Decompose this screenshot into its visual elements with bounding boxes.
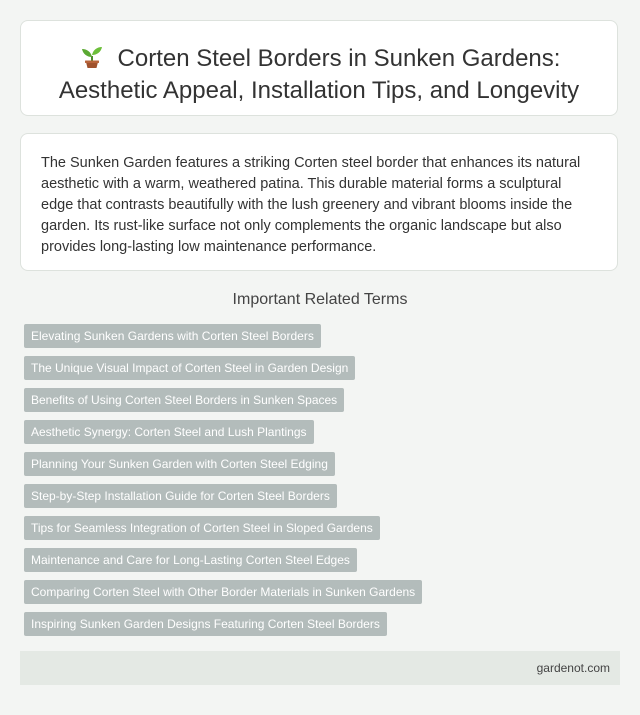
related-terms-list bbox=[24, 324, 624, 644]
related-term-link[interactable]: Tips for Seamless Integration of Corten Steel in Sloped Gardens bbox=[24, 516, 380, 540]
sprout-icon bbox=[78, 45, 106, 69]
related-term-link[interactable]: Planning Your Sunken Garden with Corten Steel Edging bbox=[24, 452, 335, 476]
related-term-link[interactable]: Inspiring Sunken Garden Designs Featuring Corten Steel Borders bbox=[24, 612, 387, 636]
description-card bbox=[20, 133, 618, 271]
related-term-link[interactable]: Elevating Sunken Gardens with Corten Steel Borders bbox=[24, 324, 321, 348]
footer-site-link[interactable]: gardenot.com bbox=[536, 661, 610, 675]
related-term-link[interactable]: Benefits of Using Corten Steel Borders in Sunken Spaces bbox=[24, 388, 344, 412]
related-term-link[interactable]: Step-by-Step Installation Guide for Corten Steel Borders bbox=[24, 484, 337, 508]
related-term-link[interactable]: Aesthetic Synergy: Corten Steel and Lush Plantings bbox=[24, 420, 314, 444]
related-term-link[interactable]: Maintenance and Care for Long-Lasting Corten Steel Edges bbox=[24, 548, 357, 572]
title-card bbox=[20, 20, 618, 116]
related-terms-heading: Important Related Terms bbox=[232, 291, 408, 308]
footer bbox=[20, 651, 620, 685]
related-term-link[interactable]: The Unique Visual Impact of Corten Steel in Garden Design bbox=[24, 356, 355, 380]
related-term-link[interactable]: Comparing Corten Steel with Other Border Materials in Sunken Gardens bbox=[24, 580, 422, 604]
title-line-2: Aesthetic Appeal, Installation Tips, and Longevity bbox=[58, 77, 580, 104]
description-text: The Sunken Garden features a striking Corten steel border that enhances its natural aesthetic with a warm, weathered patina. This durable material forms a sculptural edge that contrasts beautifully with the lush greenery and vibrant blooms inside the garden. Its rust-like surface not only complements the organic landscape but also provides long-lasting low maintenance performance. bbox=[41, 155, 581, 255]
page-title bbox=[21, 43, 617, 107]
title-line-1: Corten Steel Borders in Sunken Gardens: bbox=[117, 45, 561, 72]
